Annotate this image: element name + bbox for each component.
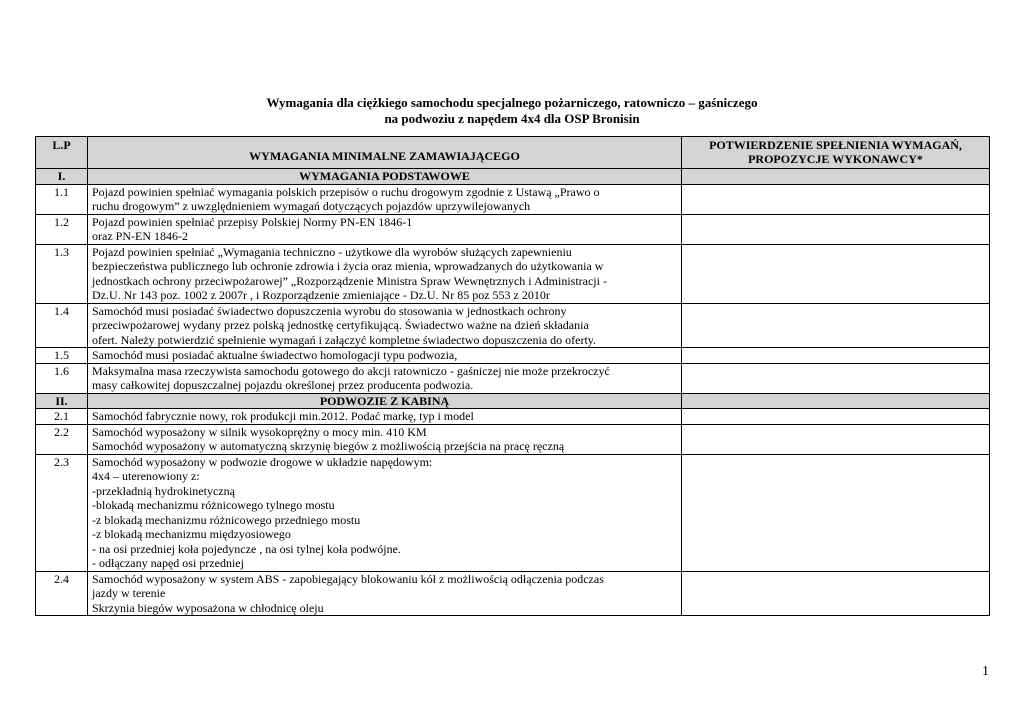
row-requirement-text: Samochód musi posiadać świadectwo dopuszczenia wyrobu do stosowania w jednostkach ochrony przeciwpożarowej wydany przez polską jednostkę certyfikującą. Świadectwo ważne na dzień składania ofert. Należy potwierdzić spełnienie wymagań i załączyć kompletne świadectwo dopuszczenia do oferty. [88, 303, 682, 348]
table-row [36, 363, 990, 393]
table-row [36, 424, 990, 454]
row-requirement-text: Pojazd powinien spełniać przepisy Polskiej Normy PN-EN 1846-1 oraz PN-EN 1846-2 [88, 214, 682, 244]
requirements-table [35, 136, 990, 616]
row-number: 1.5 [36, 348, 88, 364]
row-requirement-text: Samochód fabrycznie nowy, rok produkcji min.2012. Podać markę, typ i model [88, 409, 682, 425]
row-confirmation-cell[interactable] [682, 454, 990, 571]
title-line-2: na podwoziu z napędem 4x4 dla OSP Bronisin [384, 111, 640, 126]
section-row [36, 393, 990, 409]
table-row [36, 214, 990, 244]
row-confirmation-cell[interactable] [682, 363, 990, 393]
section-row [36, 169, 990, 185]
row-requirement-text: Pojazd powinien spełniać „Wymagania techniczno - użytkowe dla wyrobów służących zapewnieniu bezpieczeństwa publicznego lub ochronie zdrowia i życia oraz mienia, wprowadzanych do użytkowania w jednostkach ochrony przeciwpożarowej” „Rozporządzenie Ministra Spraw Wewnętrznych i Administracji - Dz.U. Nr 143 poz. 1002 z 2007r , i Rozporządzenie zmieniające - Dz.U. Nr 85 poz 553 z 2010r [88, 244, 682, 303]
title-line-1: Wymagania dla ciężkiego samochodu specjalnego pożarniczego, ratowniczo – gaśniczego [266, 95, 758, 110]
section-title: PODWOZIE Z KABINĄ [88, 393, 682, 409]
row-number: 2.1 [36, 409, 88, 425]
table-row [36, 348, 990, 364]
row-requirement-text: Samochód wyposażony w silnik wysokoprężny o mocy min. 410 KM Samochód wyposażony w automatyczną skrzynię biegów z możliwością przejścia na pracę ręczną [88, 424, 682, 454]
row-number: 1.2 [36, 214, 88, 244]
table-row [36, 184, 990, 214]
row-confirmation-cell[interactable] [682, 214, 990, 244]
table-header-row [36, 137, 990, 169]
row-number: 1.1 [36, 184, 88, 214]
section-number: II. [36, 393, 88, 409]
header-requirements: WYMAGANIA MINIMALNE ZAMAWIAJĄCEGO [88, 137, 682, 169]
section-confirmation-cell [682, 393, 990, 409]
row-confirmation-cell[interactable] [682, 348, 990, 364]
page-number: 1 [982, 664, 989, 679]
row-number: 1.6 [36, 363, 88, 393]
section-confirmation-cell [682, 169, 990, 185]
table-row [36, 244, 990, 303]
row-requirement-text: Samochód wyposażony w podwozie drogowe w układzie napędowym: 4x4 – uterenowiony z: -przekładnią hydrokinetyczną -blokadą mechanizmu różnicowego tylnego mostu -z blokadą mechanizmu różnicowego przedniego mostu -z blokadą mechanizmu międzyosiowego - na osi przedniej koła pojedyncze , na osi tylnej koła podwójne. - odłączany napęd osi przedniej [88, 454, 682, 571]
document-title [0, 95, 1024, 127]
row-requirement-text: Maksymalna masa rzeczywista samochodu gotowego do akcji ratowniczo - gaśniczej nie może przekroczyć masy całkowitej dopuszczalnej pojazdu określonej przez producenta podwozia. [88, 363, 682, 393]
table-row [36, 409, 990, 425]
section-title: WYMAGANIA PODSTAWOWE [88, 169, 682, 185]
header-lp: L.P [36, 137, 88, 169]
row-number: 2.4 [36, 571, 88, 616]
row-number: 1.4 [36, 303, 88, 348]
row-confirmation-cell[interactable] [682, 409, 990, 425]
row-number: 2.3 [36, 454, 88, 571]
row-number: 1.3 [36, 244, 88, 303]
row-requirement-text: Samochód wyposażony w system ABS - zapobiegający blokowaniu kół z możliwością odłączenia podczas jazdy w terenie Skrzynia biegów wyposażona w chłodnicę oleju [88, 571, 682, 616]
table-row [36, 303, 990, 348]
row-confirmation-cell[interactable] [682, 424, 990, 454]
section-number: I. [36, 169, 88, 185]
row-requirement-text: Pojazd powinien spełniać wymagania polskich przepisów o ruchu drogowym zgodnie z Ustawą „Prawo o ruchu drogowym” z uwzględnieniem wymagań dotyczących pojazdów uprzywilejowanych [88, 184, 682, 214]
header-confirmation: POTWIERDZENIE SPEŁNIENIA WYMAGAŃ, PROPOZYCJE WYKONAWCY* [682, 137, 990, 169]
table-row [36, 454, 990, 571]
table-body [36, 169, 990, 616]
table-row [36, 571, 990, 616]
row-confirmation-cell[interactable] [682, 244, 990, 303]
row-confirmation-cell[interactable] [682, 571, 990, 616]
row-number: 2.2 [36, 424, 88, 454]
row-confirmation-cell[interactable] [682, 303, 990, 348]
row-requirement-text: Samochód musi posiadać aktualne świadectwo homologacji typu podwozia, [88, 348, 682, 364]
row-confirmation-cell[interactable] [682, 184, 990, 214]
